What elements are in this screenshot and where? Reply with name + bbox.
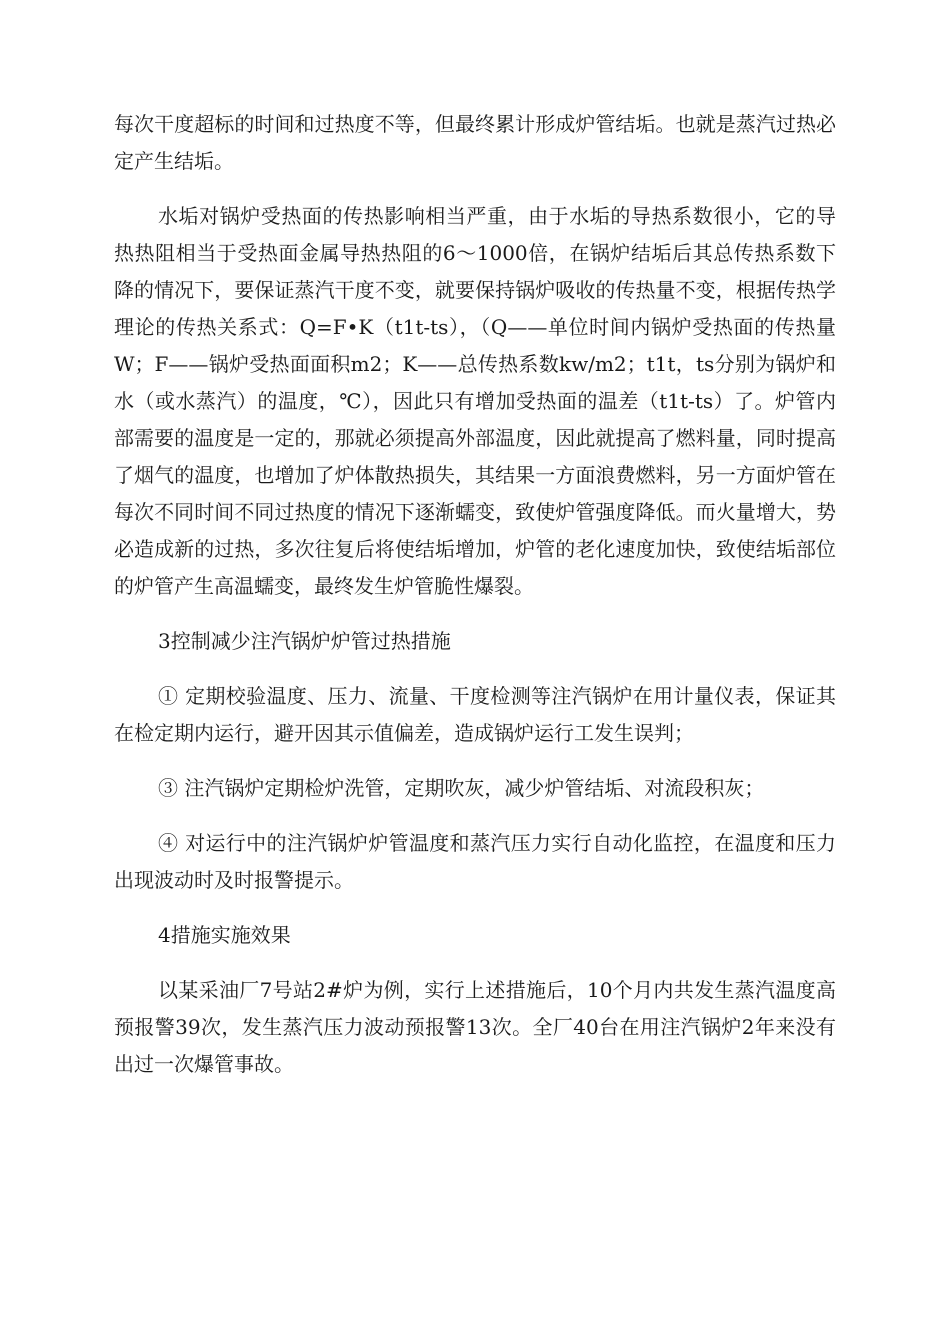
- measure-item-3: ③ 注汽锅炉定期检炉洗管，定期吹灰，减少炉管结垢、对流段积灰；: [158, 776, 765, 800]
- paragraph-results: 以某采油厂7号站2#炉为例，实行上述措施后，10个月内共发生蒸汽温度高预报警39次，发生蒸汽压力波动预报警13次。全厂40台在用注汽锅炉2年来没有出过一次爆管事故。: [114, 978, 836, 1076]
- measure-item-1: ① 定期校验温度、压力、流量、干度检测等注汽锅炉在用计量仪表，保证其在检定期内运行，避开因其示值偏差，造成锅炉运行工发生误判；: [114, 684, 836, 745]
- paragraph-overheat-scaling: 每次干度超标的时间和过热度不等，但最终累计形成炉管结垢。也就是蒸汽过热必定产生结垢。: [114, 112, 836, 173]
- paragraph-heat-transfer: 水垢对锅炉受热面的传热影响相当严重，由于水垢的导热系数很小，它的导热热阻相当于受热面金属导热热阻的6～1000倍，在锅炉结垢后其总传热系数下降的情况下，要保证蒸汽干度不变，就要保持锅炉吸收的传热量不变，根据传热学理论的传热关系式：Q=F•K（t1t-ts），（Q——单位时间内锅炉受热面的传热量W；F——锅炉受热面面积m2；K——总传热系数kw/m2；t1t，ts分别为锅炉和水（或水蒸汽）的温度，℃），因此只有增加受热面的温差（t1t-ts）了。炉管内部需要的温度是一定的，那就必须提高外部温度，因此就提高了燃料量，同时提高了烟气的温度，也增加了炉体散热损失，其结果一方面浪费燃料，另一方面炉管在每次不同时间不同过热度的情况下逐渐蠕变，致使炉管强度降低。而火量增大，势必造成新的过热，多次往复后将使结垢增加，炉管的老化速度加快，致使结垢部位的炉管产生高温蠕变，最终发生炉管脆性爆裂。: [114, 204, 836, 598]
- measure-item-4: ④ 对运行中的注汽锅炉炉管温度和蒸汽压力实行自动化监控，在温度和压力出现波动时及时报警提示。: [114, 831, 836, 892]
- section-4-heading: 4措施实施效果: [158, 923, 291, 947]
- document-page: [114, 106, 836, 1101]
- section-3-heading: 3控制减少注汽锅炉炉管过热措施: [158, 629, 451, 653]
